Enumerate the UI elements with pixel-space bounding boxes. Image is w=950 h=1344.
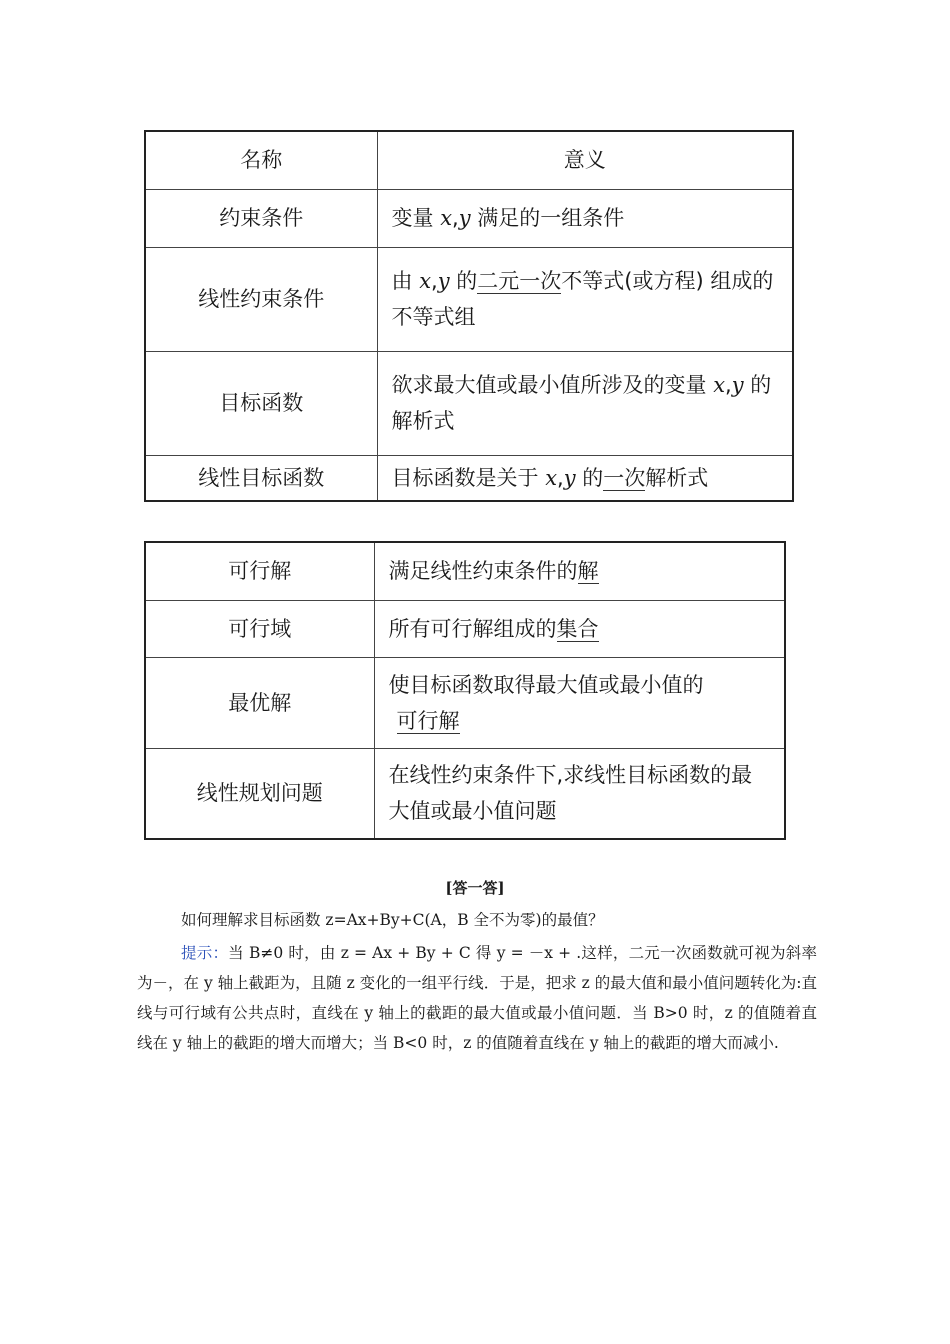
meaning-cell	[377, 351, 793, 455]
table-row	[145, 351, 793, 455]
variable-y: y	[437, 269, 450, 293]
hint-text: 当 B≠0 时，由 z = Ax + By + C 得 y = －x + .这样，二元一次函数就可视为斜率为－，在 y 轴上截距为，且随 z 变化的一组平行线．于是，把求 z 的最大值和最小值问题转化为:直线与可行域有公共点时，直线在 y 轴上的截距的最大值或最小值问题．当 B>0 时，z 的值随着直线在 y 轴上的截距的增大而增大；当 B<0 时，z 的值随着直线在 y 轴上的截距的增大而减小.	[137, 944, 817, 1052]
text: 的解析式	[391, 373, 772, 433]
hint-label: 提示：	[181, 944, 229, 962]
text: 满足线性约束条件的	[388, 559, 578, 584]
answer-blank: 二元一次	[477, 269, 562, 293]
text: 使目标函数取得最大值或最小值的	[388, 672, 704, 697]
variable-y: y	[458, 206, 471, 230]
meaning-cell	[377, 189, 793, 247]
answer-blank: 解	[577, 559, 599, 584]
meaning-cell	[374, 600, 785, 657]
text: 解析式	[645, 465, 709, 490]
text: 满足的一组条件	[470, 206, 625, 230]
term-cell: 可行解	[145, 542, 374, 600]
answer-blank: 一次	[603, 465, 646, 490]
meaning-cell	[377, 247, 793, 351]
table-row	[145, 542, 785, 600]
table-row	[145, 247, 793, 351]
text: ,	[431, 269, 438, 293]
table-row	[145, 600, 785, 657]
header-meaning: 意义	[377, 131, 793, 189]
text: 由	[391, 269, 420, 293]
text: 变量	[391, 206, 441, 230]
text: ,	[557, 465, 564, 490]
table-row	[145, 657, 785, 748]
variable-x: x	[419, 269, 432, 293]
text: 不等式(或方程) 组成的不等式组	[391, 269, 774, 329]
text: ,	[452, 206, 459, 230]
table-row	[145, 189, 793, 247]
variable-x: x	[440, 206, 453, 230]
definitions-table-1	[144, 130, 794, 502]
table-header-row	[145, 131, 793, 189]
meaning-cell	[377, 455, 793, 501]
variable-y: y	[563, 465, 576, 490]
text: 所有可行解组成的	[388, 616, 557, 641]
term-cell: 线性约束条件	[145, 247, 377, 351]
table-row	[145, 455, 793, 501]
meaning-cell	[374, 657, 785, 748]
text: 的	[449, 269, 478, 293]
term-cell: 线性目标函数	[145, 455, 377, 501]
definitions-table-2	[144, 541, 786, 840]
text: 欲求最大值或最小值所涉及的变量	[391, 373, 714, 397]
term-cell: 约束条件	[145, 189, 377, 247]
term-cell: 目标函数	[145, 351, 377, 455]
variable-x: x	[545, 465, 558, 490]
qa-section-title: [答一答]	[445, 879, 505, 897]
term-cell: 线性规划问题	[145, 748, 374, 839]
table-row	[145, 748, 785, 839]
text: ,	[725, 373, 732, 397]
hint-paragraph	[137, 938, 817, 1058]
variable-y: y	[731, 373, 744, 397]
term-cell: 可行域	[145, 600, 374, 657]
answer-blank: 可行解	[396, 708, 460, 733]
answer-blank: 集合	[556, 616, 599, 641]
text: 目标函数是关于	[391, 465, 546, 490]
variable-x: x	[713, 373, 726, 397]
term-cell: 最优解	[145, 657, 374, 748]
header-name: 名称	[145, 131, 377, 189]
meaning-cell	[374, 542, 785, 600]
text: 的	[575, 465, 604, 490]
meaning-cell: 在线性约束条件下,求线性目标函数的最大值或最小值问题	[374, 748, 785, 839]
question-text: 如何理解求目标函数 z=Ax+By+C(A，B 全不为零)的最值？	[181, 911, 604, 929]
